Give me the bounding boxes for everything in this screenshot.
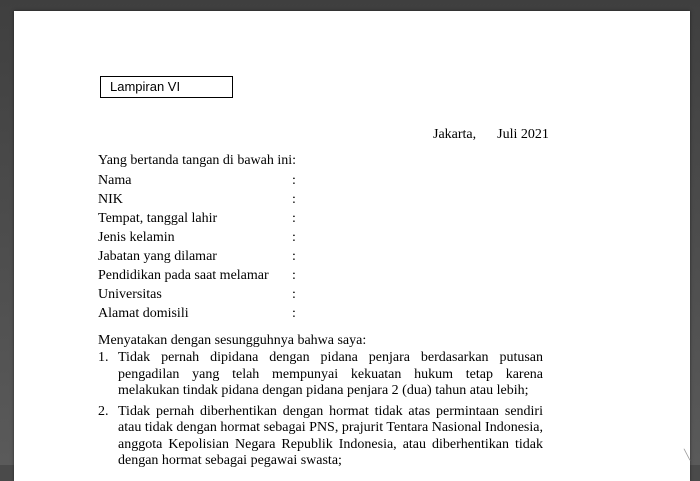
list-text: Tidak pernah dipidana dengan pidana penjara berdasarkan putusan pengadilan yang telah mempunyai kekuatan hukum tetap karena melakukan tindak pidana dengan pidana penjara 2 (dua) tahun atau lebih; bbox=[118, 350, 543, 398]
field-row-jabatan bbox=[98, 247, 358, 266]
field-row-jenis-kelamin bbox=[98, 228, 358, 247]
list-item bbox=[98, 404, 543, 470]
field-row-alamat bbox=[98, 304, 358, 323]
field-label: Nama bbox=[98, 173, 132, 188]
field-colon: : bbox=[292, 249, 296, 264]
list-number: 1. bbox=[98, 350, 109, 365]
field-colon: : bbox=[292, 192, 296, 207]
field-row-universitas bbox=[98, 285, 358, 304]
field-colon: : bbox=[292, 306, 296, 321]
document-page bbox=[14, 11, 690, 481]
field-label: Jabatan yang dilamar bbox=[98, 249, 217, 264]
intro-text: Yang bertanda tangan di bawah ini: bbox=[98, 153, 297, 168]
field-colon: : bbox=[292, 268, 296, 283]
field-label: Alamat domisili bbox=[98, 306, 189, 321]
attachment-label-box: Lampiran VI bbox=[100, 76, 233, 98]
field-colon: : bbox=[292, 230, 296, 245]
statement-text: Menyatakan dengan sesungguhnya bahwa saya: bbox=[98, 333, 367, 348]
list-number: 2. bbox=[98, 403, 109, 419]
field-row-pendidikan bbox=[98, 266, 358, 285]
identity-fields bbox=[98, 171, 358, 323]
field-label: Jenis kelamin bbox=[98, 230, 175, 245]
field-row-tempat-tanggal-lahir bbox=[98, 209, 358, 228]
resize-corner-icon[interactable]: ╲ bbox=[684, 450, 691, 461]
declaration-list bbox=[98, 350, 543, 474]
field-label: Tempat, tanggal lahir bbox=[98, 211, 218, 226]
list-item bbox=[98, 350, 543, 400]
field-row-nama bbox=[98, 171, 358, 190]
field-colon: : bbox=[292, 173, 296, 188]
field-colon: : bbox=[292, 211, 296, 226]
field-colon: : bbox=[292, 287, 296, 302]
place-text: Jakarta, bbox=[433, 127, 477, 142]
list-text: Tidak pernah diberhentikan dengan hormat tidak atas permintaan sendiri atau tidak dengan hormat sebagai PNS, prajurit Tentara Nasional Indonesia, anggota Kepolisian Negara Republik Indonesia, atau diberhentikan tidak dengan hormat sebagai pegawai swasta; bbox=[118, 403, 543, 468]
place-date-line bbox=[433, 126, 549, 144]
field-row-nik bbox=[98, 190, 358, 209]
date-text: Juli 2021 bbox=[497, 127, 549, 142]
field-label: Pendidikan pada saat melamar bbox=[98, 268, 269, 283]
field-label: NIK bbox=[98, 192, 123, 207]
field-label: Universitas bbox=[98, 287, 162, 302]
